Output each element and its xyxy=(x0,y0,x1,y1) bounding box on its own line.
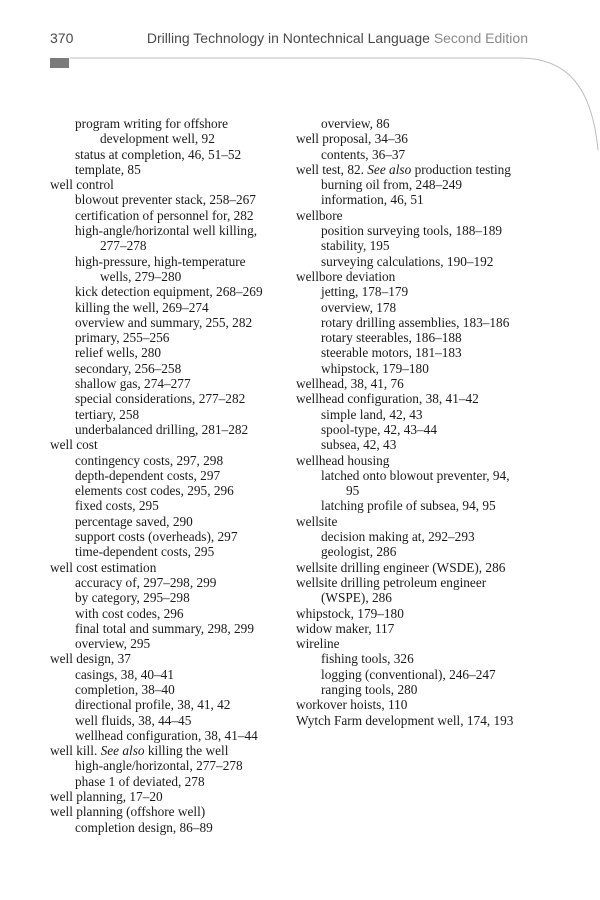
entry-text: wireline xyxy=(296,636,340,652)
entry-text: tertiary, 258 xyxy=(75,406,140,422)
index-entry xyxy=(50,560,290,575)
entry-text: well proposal, 34–36 xyxy=(296,131,408,147)
book-title: Drilling Technology in Nontechnical Language xyxy=(146,30,430,46)
index-subentry xyxy=(50,575,290,590)
index-subentry xyxy=(296,529,546,544)
entry-text: (WSPE), 286 xyxy=(321,590,392,606)
entry-text: steerable motors, 181–183 xyxy=(321,345,462,361)
index-entry xyxy=(296,208,546,223)
index-subentry xyxy=(50,376,290,391)
index-subentry xyxy=(50,682,290,697)
entry-text: template, 85 xyxy=(75,161,141,177)
index-entry xyxy=(50,437,290,452)
entry-text: time-dependent costs, 295 xyxy=(75,544,215,560)
entry-text: completion, 38–40 xyxy=(75,681,175,697)
index-subentry xyxy=(296,315,546,330)
entry-text: well cost estimation xyxy=(50,559,157,575)
entry-text: simple land, 42, 43 xyxy=(321,406,423,422)
entry-text: underbalanced drilling, 281–282 xyxy=(75,421,249,437)
index-entry xyxy=(296,376,546,391)
index-subentry xyxy=(296,238,546,253)
index-subentry xyxy=(50,820,290,835)
index-subentry xyxy=(50,544,290,559)
index-subentry xyxy=(50,667,290,682)
index-subentry xyxy=(50,315,290,330)
index-column-left xyxy=(50,116,290,835)
index-subentry xyxy=(50,192,290,207)
entry-text: wellbore xyxy=(296,207,343,223)
entry-text: 277–278 xyxy=(100,238,147,254)
index-subentry xyxy=(50,116,290,131)
entry-text: geologist, 286 xyxy=(321,544,397,560)
entry-text: wellsite xyxy=(296,513,338,529)
entry-text: wellsite drilling petroleum engineer xyxy=(296,574,487,590)
index-subentry xyxy=(50,223,290,238)
index-entry xyxy=(296,636,546,651)
index-subentry xyxy=(50,529,290,544)
index-subentry xyxy=(50,330,290,345)
entry-text: ranging tools, 280 xyxy=(321,681,418,697)
see-also-target: production testing xyxy=(414,161,511,177)
see-also-label: See also xyxy=(367,161,412,177)
index-subentry xyxy=(296,223,546,238)
entry-text: percentage saved, 290 xyxy=(75,513,193,529)
index-subentry xyxy=(296,468,546,483)
entry-text: well design, 37 xyxy=(50,651,131,667)
see-also-target: killing the well xyxy=(147,743,229,759)
index-entry xyxy=(296,575,546,590)
index-entry xyxy=(50,177,290,192)
entry-text: well control xyxy=(50,177,114,193)
entry-text: whipstock, 179–180 xyxy=(321,360,429,376)
entry-text: overview, 295 xyxy=(75,636,151,652)
entry-text: overview, 178 xyxy=(321,299,397,315)
entry-text: well planning, 17–20 xyxy=(50,789,163,805)
index-subentry xyxy=(50,514,290,529)
index-continuation xyxy=(296,483,546,498)
entry-text: widow maker, 117 xyxy=(296,620,395,636)
entry-text: certification of personnel for, 282 xyxy=(75,207,254,223)
index-entry xyxy=(296,131,546,146)
index-subentry xyxy=(296,147,546,162)
index-subentry xyxy=(50,284,290,299)
index-subentry xyxy=(50,391,290,406)
entry-text: well fluids, 38, 44–45 xyxy=(75,712,192,728)
entry-text: support costs (overheads), 297 xyxy=(75,529,238,545)
index-subentry xyxy=(296,682,546,697)
running-header xyxy=(50,30,528,52)
entry-text: elements cost codes, 295, 296 xyxy=(75,483,234,499)
index-entry xyxy=(296,453,546,468)
entry-text: wellhead, 38, 41, 76 xyxy=(296,376,404,392)
entry-text: high-angle/horizontal, 277–278 xyxy=(75,758,243,774)
index-subentry xyxy=(50,590,290,605)
index-subentry xyxy=(50,697,290,712)
index-column-right xyxy=(296,116,546,728)
index-subentry xyxy=(50,147,290,162)
entry-text: contents, 36–37 xyxy=(321,146,406,162)
entry-text: burning oil from, 248–249 xyxy=(321,177,463,193)
index-subentry xyxy=(50,498,290,513)
entry-text: Wytch Farm development well, 174, 193 xyxy=(296,712,514,728)
index-subentry xyxy=(50,636,290,651)
index-entry xyxy=(50,789,290,804)
entry-text: by category, 295–298 xyxy=(75,590,190,606)
entry-text: high-angle/horizontal well killing, xyxy=(75,223,258,239)
entry-text: whipstock, 179–180 xyxy=(296,605,404,621)
entry-text: rotary steerables, 186–188 xyxy=(321,330,462,346)
index-entry xyxy=(296,514,546,529)
entry-text: shallow gas, 274–277 xyxy=(75,376,191,392)
entry-text: program writing for offshore xyxy=(75,116,228,131)
entry-text: contingency costs, 297, 298 xyxy=(75,452,224,468)
index-subentry xyxy=(296,544,546,559)
entry-text: information, 46, 51 xyxy=(321,192,424,208)
entry-text: wells, 279–280 xyxy=(100,268,182,284)
index-continuation xyxy=(50,238,290,253)
entry-text: wellsite drilling engineer (WSDE), 286 xyxy=(296,559,506,575)
page-number: 370 xyxy=(50,30,74,46)
see-also-label: See also xyxy=(100,743,145,759)
entry-text: special considerations, 277–282 xyxy=(75,391,246,407)
index-subentry xyxy=(50,422,290,437)
entry-text: kick detection equipment, 268–269 xyxy=(75,284,263,300)
entry-text: development well, 92 xyxy=(100,131,215,147)
index-subentry xyxy=(296,590,546,605)
entry-text: casings, 38, 40–41 xyxy=(75,666,174,682)
entry-text: directional profile, 38, 41, 42 xyxy=(75,697,231,713)
entry-text: wellhead configuration, 38, 41–44 xyxy=(75,727,258,743)
entry-text: wellbore deviation xyxy=(296,268,396,284)
index-subentry xyxy=(50,483,290,498)
index-subentry xyxy=(296,330,546,345)
index-subentry xyxy=(50,453,290,468)
entry-text: logging (conventional), 246–247 xyxy=(321,666,496,682)
entry-text: latching profile of subsea, 94, 95 xyxy=(321,498,496,514)
entry-text: workover hoists, 110 xyxy=(296,697,408,713)
index-subentry xyxy=(296,407,546,422)
entry-text: decision making at, 292–293 xyxy=(321,529,475,545)
index-subentry xyxy=(296,284,546,299)
entry-text: high-pressure, high-temperature xyxy=(75,253,246,269)
entry-text: depth-dependent costs, 297 xyxy=(75,467,221,483)
index-subentry xyxy=(50,345,290,360)
index-subentry xyxy=(50,728,290,743)
index-subentry xyxy=(50,300,290,315)
entry-text: relief wells, 280 xyxy=(75,345,162,361)
entry-text: with cost codes, 296 xyxy=(75,605,184,621)
index-entry xyxy=(296,606,546,621)
index-subentry xyxy=(296,437,546,452)
entry-text: surveying calculations, 190–192 xyxy=(321,253,494,269)
index-subentry xyxy=(50,468,290,483)
index-entry xyxy=(296,697,546,712)
index-entry xyxy=(50,651,290,666)
entry-text: latched onto blowout preventer, 94, xyxy=(321,467,510,483)
entry-text: wellhead configuration, 38, 41–42 xyxy=(296,391,479,407)
index-subentry xyxy=(296,422,546,437)
entry-text: fishing tools, 326 xyxy=(321,651,414,667)
index-subentry xyxy=(296,177,546,192)
index-subentry xyxy=(50,774,290,789)
entry-text: fixed costs, 295 xyxy=(75,498,159,514)
entry-text: killing the well, 269–274 xyxy=(75,299,209,315)
index-entry xyxy=(296,269,546,284)
index-subentry xyxy=(50,713,290,728)
index-subentry xyxy=(50,162,290,177)
index-subentry xyxy=(296,300,546,315)
entry-text: well kill. xyxy=(50,743,98,759)
entry-text: primary, 255–256 xyxy=(75,330,170,346)
index-entry xyxy=(296,621,546,636)
entry-text: position surveying tools, 188–189 xyxy=(321,223,502,239)
index-subentry xyxy=(296,345,546,360)
entry-text: 95 xyxy=(346,483,360,499)
entry-text: jetting, 178–179 xyxy=(321,284,409,300)
index-subentry xyxy=(296,667,546,682)
index-subentry xyxy=(50,208,290,223)
index-entry xyxy=(296,162,546,177)
header-tab-marker xyxy=(50,58,69,68)
entry-text: final total and summary, 298, 299 xyxy=(75,620,254,636)
entry-text: wellhead housing xyxy=(296,452,390,468)
entry-text: subsea, 42, 43 xyxy=(321,437,397,453)
index-subentry xyxy=(50,621,290,636)
index-subentry xyxy=(296,498,546,513)
index-subentry xyxy=(296,192,546,207)
entry-text: accuracy of, 297–298, 299 xyxy=(75,574,217,590)
index-subentry xyxy=(296,651,546,666)
entry-text: well cost xyxy=(50,437,98,453)
entry-text: well test, 82. xyxy=(296,161,364,177)
entry-text: blowout preventer stack, 258–267 xyxy=(75,192,256,208)
index-entry xyxy=(296,391,546,406)
entry-text: secondary, 256–258 xyxy=(75,360,182,376)
entry-text: well planning (offshore well) xyxy=(50,804,206,820)
book-title-header xyxy=(147,30,528,46)
entry-text: phase 1 of deviated, 278 xyxy=(75,773,205,789)
entry-text: stability, 195 xyxy=(321,238,390,254)
index-subentry xyxy=(296,361,546,376)
index-entry xyxy=(50,804,290,819)
entry-text: status at completion, 46, 51–52 xyxy=(75,146,242,162)
edition-label: Second Edition xyxy=(433,30,528,46)
index-entry xyxy=(296,560,546,575)
index-continuation xyxy=(50,131,290,146)
index-subentry xyxy=(296,254,546,269)
index-subentry xyxy=(296,116,546,131)
index-subentry xyxy=(50,254,290,269)
index-subentry xyxy=(50,361,290,376)
entry-text: rotary drilling assemblies, 183–186 xyxy=(321,314,510,330)
index-entry xyxy=(50,743,290,758)
index-subentry xyxy=(50,758,290,773)
index-continuation xyxy=(50,269,290,284)
entry-text: overview and summary, 255, 282 xyxy=(75,314,253,330)
entry-text: overview, 86 xyxy=(321,116,390,131)
index-subentry xyxy=(50,407,290,422)
entry-text: completion design, 86–89 xyxy=(75,819,213,835)
entry-text: spool-type, 42, 43–44 xyxy=(321,421,437,437)
index-entry xyxy=(296,713,546,728)
index-subentry xyxy=(50,606,290,621)
